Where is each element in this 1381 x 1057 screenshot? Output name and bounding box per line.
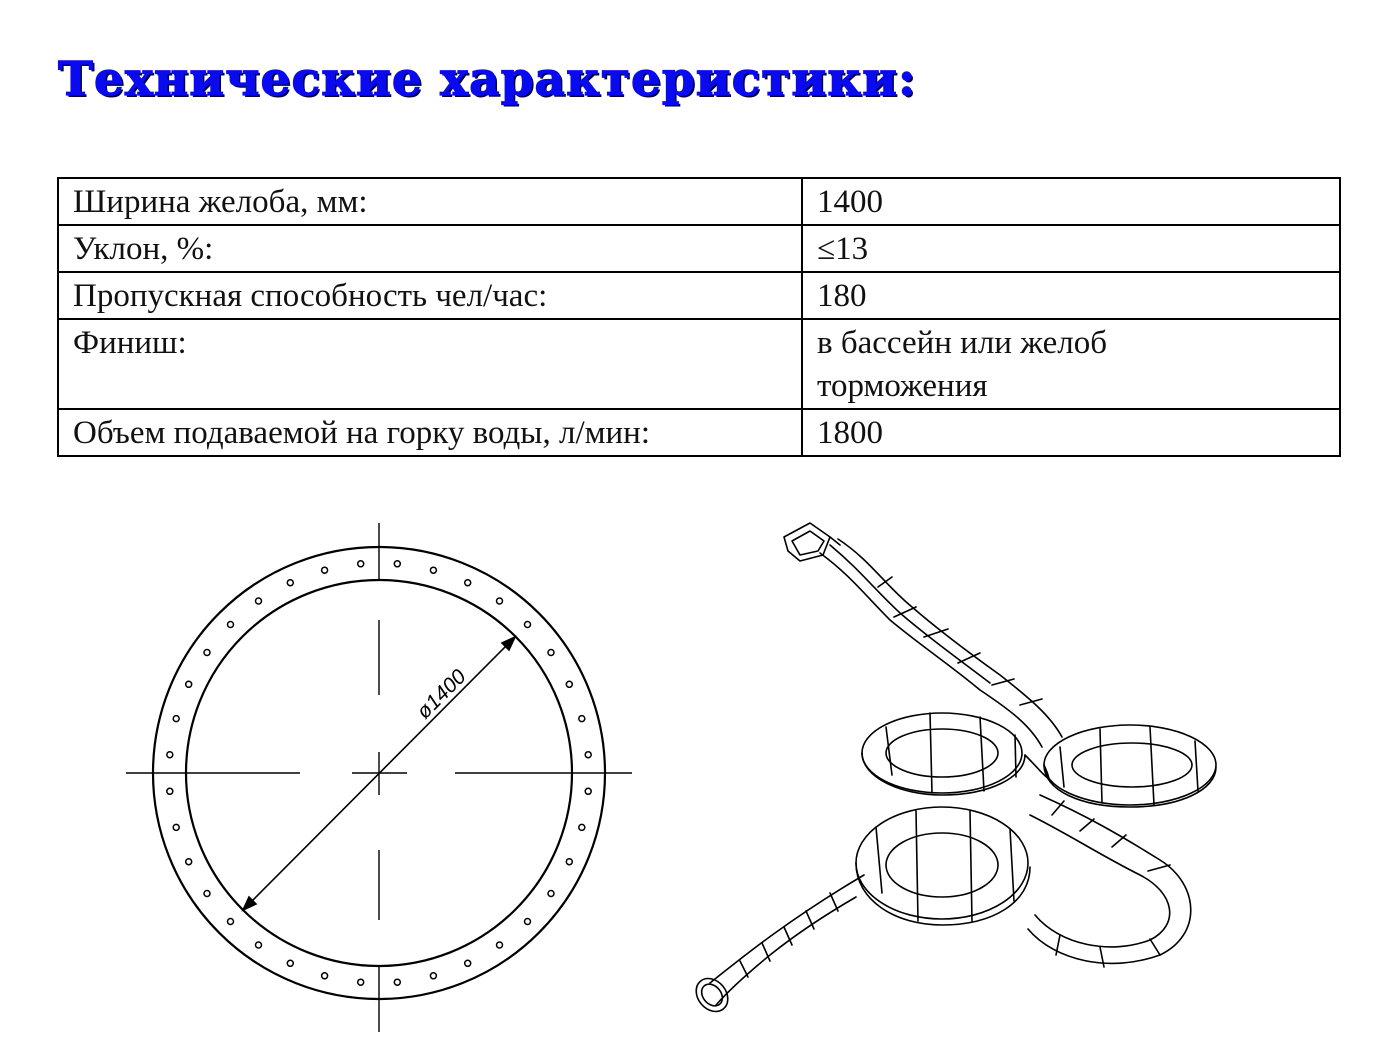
bolt-hole <box>465 580 471 586</box>
start-platform <box>784 523 840 561</box>
bolt-hole <box>497 942 503 948</box>
bolt-hole <box>548 650 554 656</box>
bolt-hole <box>173 716 179 722</box>
bolt-hole <box>173 824 179 830</box>
bolt-hole <box>228 919 234 925</box>
bolt-hole <box>585 752 591 758</box>
bolt-hole <box>256 942 262 948</box>
bolt-hole <box>186 681 192 687</box>
center-lines <box>126 523 632 1032</box>
spec-label: Ширина желоба, мм: <box>58 178 802 225</box>
bolt-hole <box>287 580 293 586</box>
bolt-hole <box>525 919 531 925</box>
spec-label: Объем подаваемой на горку воды, л/мин: <box>58 409 802 456</box>
bolt-hole <box>465 960 471 966</box>
bolt-hole <box>204 891 210 897</box>
bolt-hole <box>579 716 585 722</box>
bolt-hole <box>497 598 503 604</box>
bolt-hole <box>322 567 328 573</box>
table-row <box>58 319 1340 409</box>
bolt-hole <box>579 824 585 830</box>
bolt-hole <box>430 973 436 979</box>
specs-table <box>57 177 1341 457</box>
spec-value: 1800 <box>802 409 1340 456</box>
bolt-hole <box>256 598 262 604</box>
bolt-hole <box>358 561 364 567</box>
bolt-hole <box>167 788 173 794</box>
bolt-hole <box>394 979 400 985</box>
ring-cross-section-drawing <box>120 520 640 1035</box>
spec-label: Пропускная способность чел/час: <box>58 272 802 319</box>
slide-right-loop <box>1025 725 1216 807</box>
slide-s-curve <box>1028 795 1191 967</box>
bolt-hole <box>228 622 234 628</box>
bolt-hole <box>186 859 192 865</box>
slide-exit-section <box>690 875 864 1018</box>
bolt-hole <box>566 681 572 687</box>
table-row <box>58 272 1340 319</box>
table-row <box>58 409 1340 456</box>
spec-value: в бассейн или желоб торможения <box>802 319 1340 409</box>
bolt-hole <box>548 891 554 897</box>
spec-label: Уклон, %: <box>58 225 802 272</box>
bolt-hole <box>566 859 572 865</box>
bolt-hole <box>430 567 436 573</box>
spec-label: Финиш: <box>58 319 802 409</box>
table-row <box>58 225 1340 272</box>
diameter-label: ø1400 <box>412 665 471 724</box>
spec-value: 180 <box>802 272 1340 319</box>
bolt-hole <box>204 650 210 656</box>
bolt-hole <box>322 973 328 979</box>
bolt-hole <box>358 979 364 985</box>
bolt-hole <box>394 561 400 567</box>
slide-upper-section <box>820 539 1062 747</box>
spec-value: ≤13 <box>802 225 1340 272</box>
slide-left-upper-loop <box>862 713 1025 795</box>
bolt-hole <box>287 960 293 966</box>
table-row <box>58 178 1340 225</box>
bolt-hole <box>525 622 531 628</box>
water-slide-isometric-drawing <box>680 515 1240 1025</box>
slide-lower-loop <box>856 807 1030 925</box>
bolt-hole <box>585 788 591 794</box>
spec-value: 1400 <box>802 178 1340 225</box>
bolt-hole <box>167 752 173 758</box>
page-title: Технические характеристики: <box>58 52 917 107</box>
